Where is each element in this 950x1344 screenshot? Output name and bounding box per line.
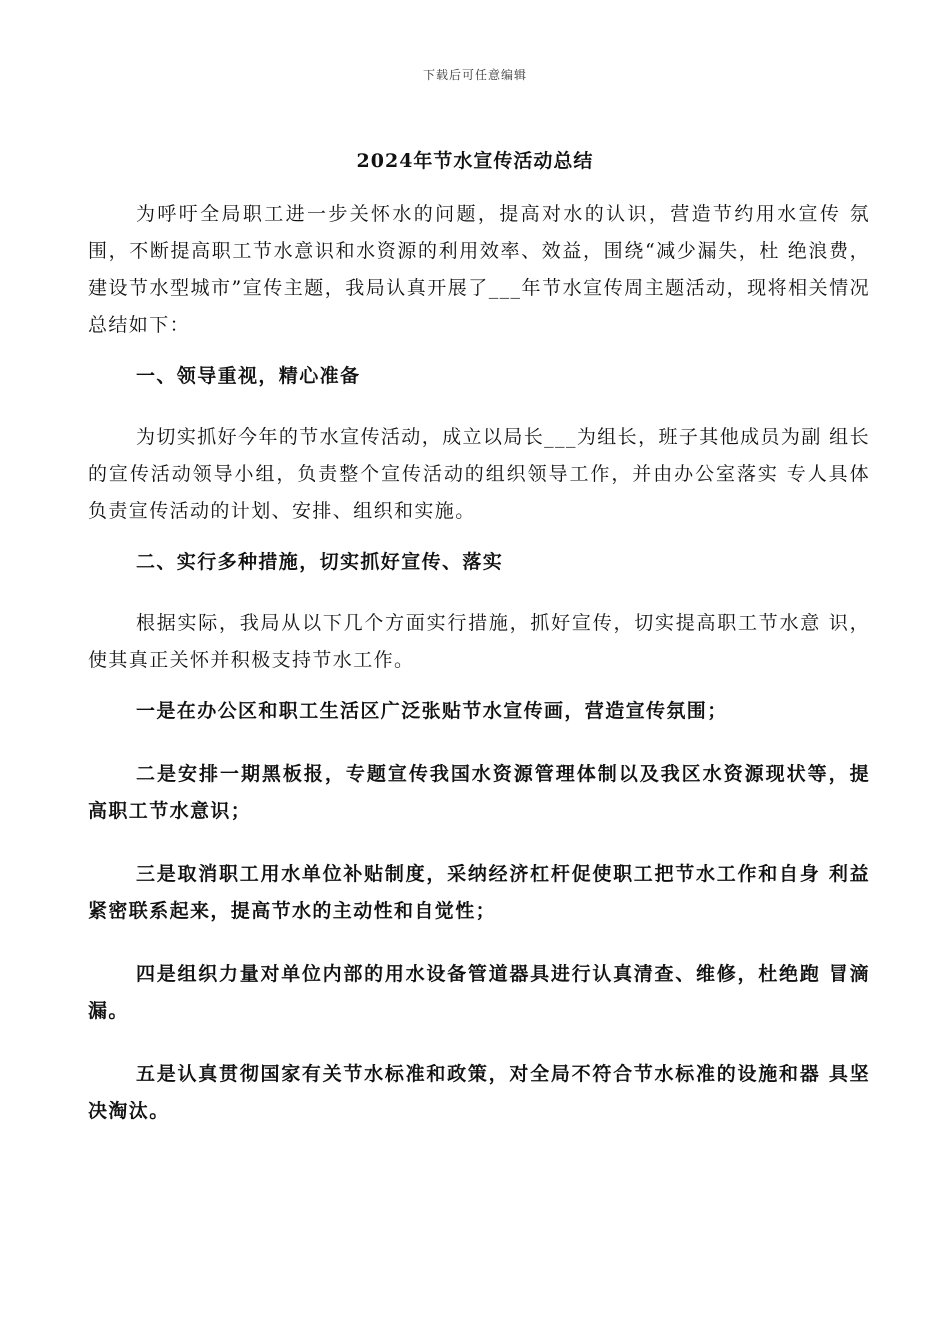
section-2-heading: 二、实行多种措施，切实抓好宣传、落实 [136,551,504,573]
section-1-paragraph: 为切实抓好今年的节水宣传活动，成立以局长___为组长，班子其他成员为副 组长的宣传活动领导小组，负责整个宣传活动的组织领导工作，并由办公室落实 专人具体负责宣传活动的计划、安排、组织和实施。 [88,426,870,522]
document-title: 2024年节水宣传活动总结 [356,150,594,172]
measure-item: 四是组织力量对单位内部的用水设备管道器具进行认真清查、维修，杜绝跑 冒滴漏。 [88,963,870,1022]
section-2-paragraph: 根据实际，我局从以下几个方面实行措施，抓好宣传，切实提高职工节水意 识，使其真正关怀并积极支持节水工作。 [88,612,870,671]
measure-item: 二是安排一期黑板报，专题宣传我国水资源管理体制以及我区水资源现状等，提高职工节水意识； [88,763,870,822]
measure-item: 三是取消职工用水单位补贴制度，采纳经济杠杆促使职工把节水工作和自身 利益紧密联系起来，提高节水的主动性和自觉性； [88,863,870,922]
document-body [88,196,870,1156]
page-header-note: 下载后可任意编辑 [422,68,527,82]
measure-item: 一是在办公区和职工生活区广泛张贴节水宣传画，营造宣传氛围； [136,700,728,722]
intro-paragraph: 为呼吁全局职工进一步关怀水的问题，提高对水的认识，营造节约用水宣传 氛围，不断提高职工节水意识和水资源的利用效率、效益，围绕“减少漏失，杜 绝浪费，建设节水型城市”宣传主题，我局认真开展了___年节水宣传周主题活动，现将相关情况总结如下： [88,203,870,336]
measure-item: 五是认真贯彻国家有关节水标准和政策，对全局不符合节水标准的设施和器 具坚决淘汰。 [88,1063,870,1122]
section-1-heading: 一、领导重视，精心准备 [136,365,361,387]
